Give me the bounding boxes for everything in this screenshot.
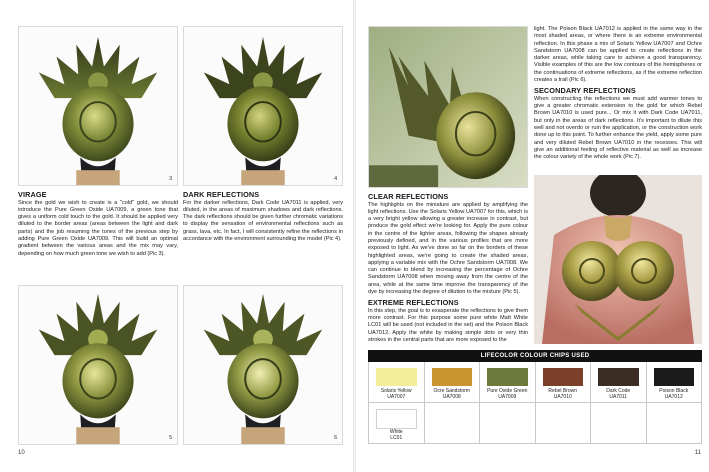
pic-number: 3 — [169, 176, 172, 182]
colour-swatch — [487, 368, 528, 386]
colour-chip-label — [591, 388, 646, 400]
colour-chip-label — [647, 388, 702, 400]
colour-chip — [536, 403, 592, 444]
page-number-right: 11 — [694, 450, 701, 456]
photo-pic-4 — [183, 26, 343, 186]
colour-swatch — [376, 409, 417, 429]
colour-chip — [425, 362, 481, 403]
colour-code: UA7012 — [664, 394, 683, 400]
colour-code: UA7010 — [553, 394, 572, 400]
photo-pic-5 — [18, 285, 178, 445]
chips-table-title: LIFECOLOR COLOUR CHIPS USED — [368, 350, 702, 362]
colour-chip — [536, 362, 592, 403]
colour-swatch — [376, 368, 417, 386]
colour-chips-table — [368, 350, 702, 444]
colour-name: Poison Black — [659, 388, 689, 394]
painted-figure-image — [534, 175, 702, 344]
section-continued — [534, 26, 702, 162]
colour-chip-label — [369, 388, 424, 400]
pic-number: 5 — [169, 435, 172, 441]
colour-swatch — [654, 368, 695, 386]
colour-name: Dark Code — [606, 388, 631, 394]
colour-swatch — [598, 368, 639, 386]
section-clear-reflections — [368, 193, 528, 344]
colour-name: White — [389, 429, 403, 435]
colour-swatch — [543, 368, 584, 386]
pic-number: 4 — [334, 176, 337, 182]
section-heading: VIRAGE — [18, 190, 47, 199]
colour-chip-label — [480, 388, 535, 400]
colour-name: Solaris Yellow — [380, 388, 412, 394]
mask-figure-image — [19, 286, 177, 444]
colour-name: Pure Oxide Green — [487, 388, 528, 394]
colour-chip — [647, 403, 703, 444]
section-body: When constructing the reflections we must add warmer tones to give a greater chromatic extension to the gold for which Rebel Brown UA7010 is used pure... Or mix it with Dark Code UA7011, but only in the areas of dark reflections. It's important to dilute this well and not overdo or ruin the application, or the construction work done up to this point. To further enhance the yield, apply some pure and very diluted Rebel Brown UA7010 in the recesses. This will give an additional feeling of reflective material as well as increase the colour variety of the whole work (Pic 7). — [534, 95, 702, 161]
section-virage — [18, 191, 178, 258]
colour-chip-label — [425, 388, 480, 400]
photo-pic-7-crown — [368, 26, 528, 188]
mask-figure-image — [184, 286, 342, 444]
section-heading: EXTREME REFLECTIONS — [368, 298, 459, 308]
section-body: For the darker reflections, Dark Code UA7011 is applied, very diluted, in the areas of maximum shadows and dark reflections. The dark reflections should be given further chromatic variations to display the sensation of environmental reflections such as grass, lava, etc. In fact, I will consistently refine the reflections in accordance with the environment surrounding the model (Pic 4). — [183, 199, 343, 242]
colour-chip — [480, 403, 536, 444]
colour-code: UA7007 — [387, 394, 406, 400]
section-body: Since the gold we wish to create is a "cold" gold, we should introduce the Pure Green Oxide UA7009, a green tone that gives a uniform cold touch to the gold. It should be applied very diluted to the border areas (areas between the light and dark parts) and the job resuming the tones of the previous step by adding Pure Green Oxide UA7009. This will build an optimal gradient between the various areas and the mix may vary, depending on how much green tone we wish to add (Pic 3). — [18, 199, 178, 257]
colour-chip — [591, 403, 647, 444]
section-body: In this step, the goal is to exasperate the reflections to give them more contrast. For this purpose some pure white Matt White LC01 will be used (not included in the set) and the Poison Black UA7012. Apply the white by making simple dots or very thin strokes in the central parts that are more exposed to the — [368, 307, 528, 344]
photo-pic-3 — [18, 26, 178, 186]
section-dark-reflections — [183, 191, 343, 243]
photo-painted-figure — [534, 175, 702, 344]
colour-chip-label — [369, 429, 424, 441]
colour-name: Ocre Sandstorm — [433, 388, 470, 394]
section-heading: CLEAR REFLECTIONS — [368, 192, 449, 201]
chips-grid — [368, 362, 702, 444]
mask-figure-image — [184, 27, 342, 185]
colour-name: Rebel Brown — [548, 388, 578, 394]
colour-chip — [480, 362, 536, 403]
section-heading: SECONDARY REFLECTIONS — [534, 86, 636, 96]
page-gutter — [353, 0, 356, 472]
crown-side-image — [369, 27, 527, 187]
colour-swatch — [432, 368, 473, 386]
colour-chip — [591, 362, 647, 403]
colour-code: UA7011 — [609, 394, 628, 400]
colour-chip — [369, 403, 425, 444]
colour-code: UA7008 — [442, 394, 461, 400]
colour-chip-label — [536, 388, 591, 400]
colour-chip — [425, 403, 481, 444]
page-number-left: 10 — [18, 450, 25, 456]
colour-code: LC01 — [390, 435, 403, 441]
pic-number: 6 — [334, 435, 337, 441]
colour-chip — [647, 362, 703, 403]
section-heading: DARK REFLECTIONS — [183, 190, 260, 199]
colour-code: UA7009 — [498, 394, 517, 400]
mask-figure-image — [19, 27, 177, 185]
section-body: The highlights on the miniature are applied by amplifying the light reflections. Use the Solaris Yellow UA7007 for this, which is a very bright yellow allowing a greater increase in contrast, but produce the gold effect we're looking for. Apply the pure colour in the centre of the lighter areas, following the shapes already previously defined, and in the various profiles that are more exposed to light. As we've done so far on the borders of these highlighted areas, we're going to create the shaded areas, applying a variable mix with the Ochre Sandstorm UA7008. We can continue to blend by increasing the percentage of Ochre Sandstorm UA7008 when moving away from the centre of the area, while at the same time improve the transparency of the dye by increasing the degree of dilution to the mixture (Pic 5). — [368, 201, 528, 296]
section-body-continued: light. The Poison Black UA7012 is applied in the same way in the most shaded areas, or where there is an extreme environmental reflection. In this phase a mix of Solaris Yellow UA7007 and Ochre Sandstorm UA7008 can be applied to create reflections in the darker areas, while taking care to achieve a good transparency. Visible examples of this are the low contours of the hemispheres or the continuations of extreme reflections, as if the extreme reflection creates a trail (Pic 6). — [534, 26, 702, 84]
colour-chip — [369, 362, 425, 403]
photo-pic-6 — [183, 285, 343, 445]
